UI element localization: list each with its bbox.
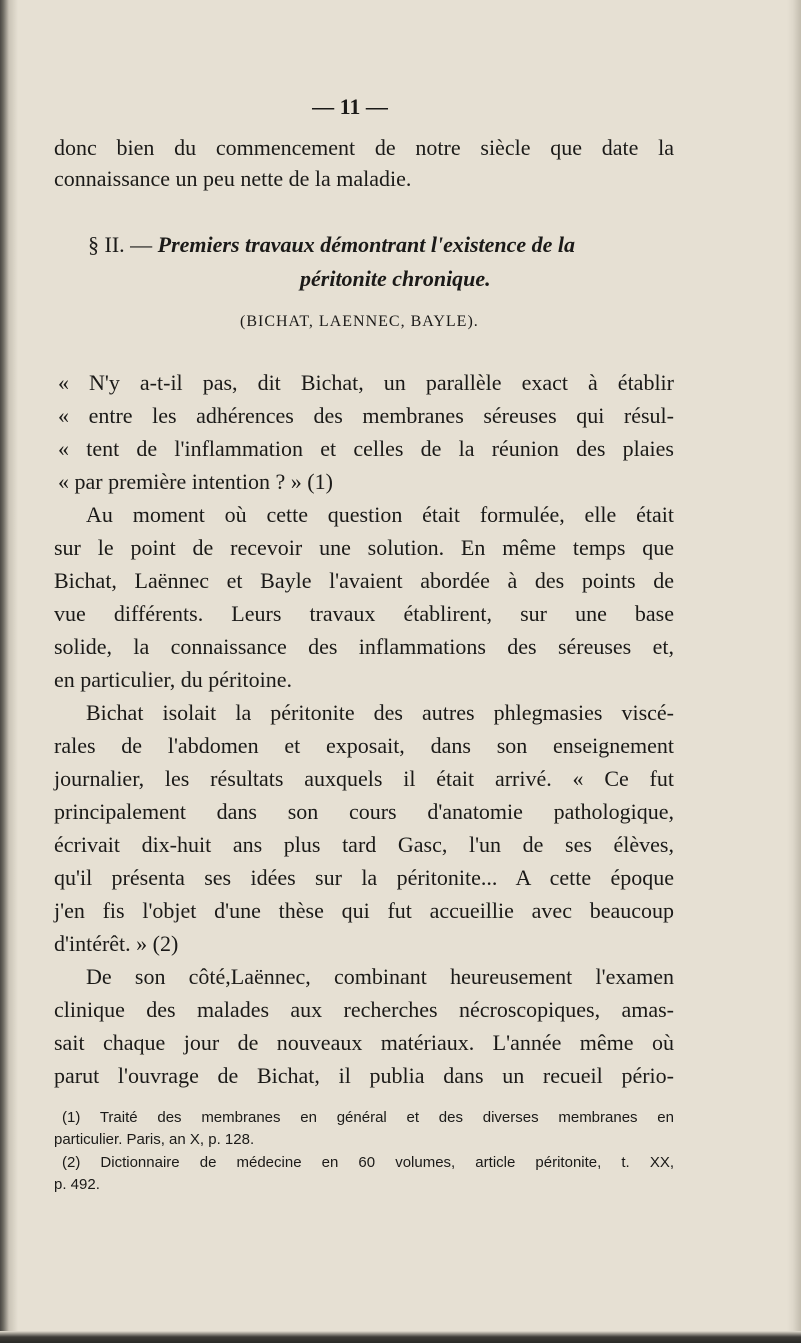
section-heading-line-2 bbox=[300, 266, 491, 292]
quote-line-4: « par première intention ? » (1) bbox=[58, 469, 333, 494]
footnote-1-line-2: particulier. Paris, an X, p. 128. bbox=[54, 1131, 255, 1148]
paragraph-1-line-2: sur le point de recevoir une solution. En même temps que bbox=[54, 535, 674, 560]
paragraph-3-line-4: parut l'ouvrage de Bichat, il publia dans un recueil pério- bbox=[54, 1063, 674, 1088]
quote-line-1: « N'y a-t-il pas, dit Bichat, un parallèle exact à établir bbox=[58, 370, 674, 395]
paragraph-2-line-6: qu'il présenta ses idées sur la péritonite... A cette époque bbox=[54, 865, 674, 890]
page-number: — 11 — bbox=[312, 94, 388, 119]
paragraph-3-line-3: sait chaque jour de nouveaux matériaux. L'année même où bbox=[54, 1030, 674, 1055]
paragraph-2-line-4: principalement dans son cours d'anatomie pathologique, bbox=[54, 799, 674, 824]
paragraph-2-line-3: journalier, les résultats auxquels il était arrivé. « Ce fut bbox=[54, 766, 674, 791]
paragraph-2-line-5: écrivait dix-huit ans plus tard Gasc, l'un de ses élèves, bbox=[54, 832, 674, 857]
section-marker: § II. — bbox=[88, 232, 158, 257]
quote-line-3: « tent de l'inflammation et celles de la réunion des plaies bbox=[58, 436, 674, 461]
paragraph-2-line-7: j'en fis l'objet d'une thèse qui fut accueillie avec beaucoup bbox=[54, 898, 674, 923]
quote-line-2: « entre les adhérences des membranes séreuses qui résul- bbox=[58, 403, 674, 428]
page-binding-shadow bbox=[0, 0, 18, 1343]
page-bottom-edge bbox=[0, 1331, 801, 1343]
paragraph-1-line-1: Au moment où cette question était formulée, elle était bbox=[86, 502, 674, 527]
page-right-edge bbox=[787, 0, 801, 1343]
paragraph-1-line-6: en particulier, du péritoine. bbox=[54, 667, 292, 692]
paragraph-3-line-2: clinique des malades aux recherches nécroscopiques, amas- bbox=[54, 997, 674, 1022]
paragraph-3-line-1: De son côté,Laënnec, combinant heureusement l'examen bbox=[86, 964, 674, 989]
section-authors: (BICHAT, LAENNEC, BAYLE). bbox=[240, 313, 479, 330]
section-title-part-1: Premiers travaux démontrant l'existence de la bbox=[157, 232, 576, 257]
paragraph-2-line-2: rales de l'abdomen et exposait, dans son enseignement bbox=[54, 733, 674, 758]
footnote-2-line-2: p. 492. bbox=[54, 1176, 100, 1193]
paragraph-1-line-5: solide, la connaissance des inflammations des séreuses et, bbox=[54, 634, 674, 659]
section-title-part-2: péritonite chronique. bbox=[300, 266, 491, 291]
intro-line-1: donc bien du commencement de notre siècle que date la bbox=[54, 135, 674, 160]
section-heading-line-1 bbox=[88, 232, 575, 258]
paragraph-2-line-8: d'intérêt. » (2) bbox=[54, 931, 179, 956]
footnote-2-line-1: (2) Dictionnaire de médecine en 60 volumes, article péritonite, t. XX, bbox=[62, 1154, 674, 1171]
paragraph-1-line-3: Bichat, Laënnec et Bayle l'avaient abordée à des points de bbox=[54, 568, 674, 593]
intro-line-2: connaissance un peu nette de la maladie. bbox=[54, 166, 412, 191]
paragraph-2-line-1: Bichat isolait la péritonite des autres phlegmasies viscé- bbox=[86, 700, 674, 725]
paragraph-1-line-4: vue différents. Leurs travaux établirent, sur une base bbox=[54, 601, 674, 626]
footnote-1-line-1: (1) Traité des membranes en général et des diverses membranes en bbox=[62, 1109, 674, 1126]
